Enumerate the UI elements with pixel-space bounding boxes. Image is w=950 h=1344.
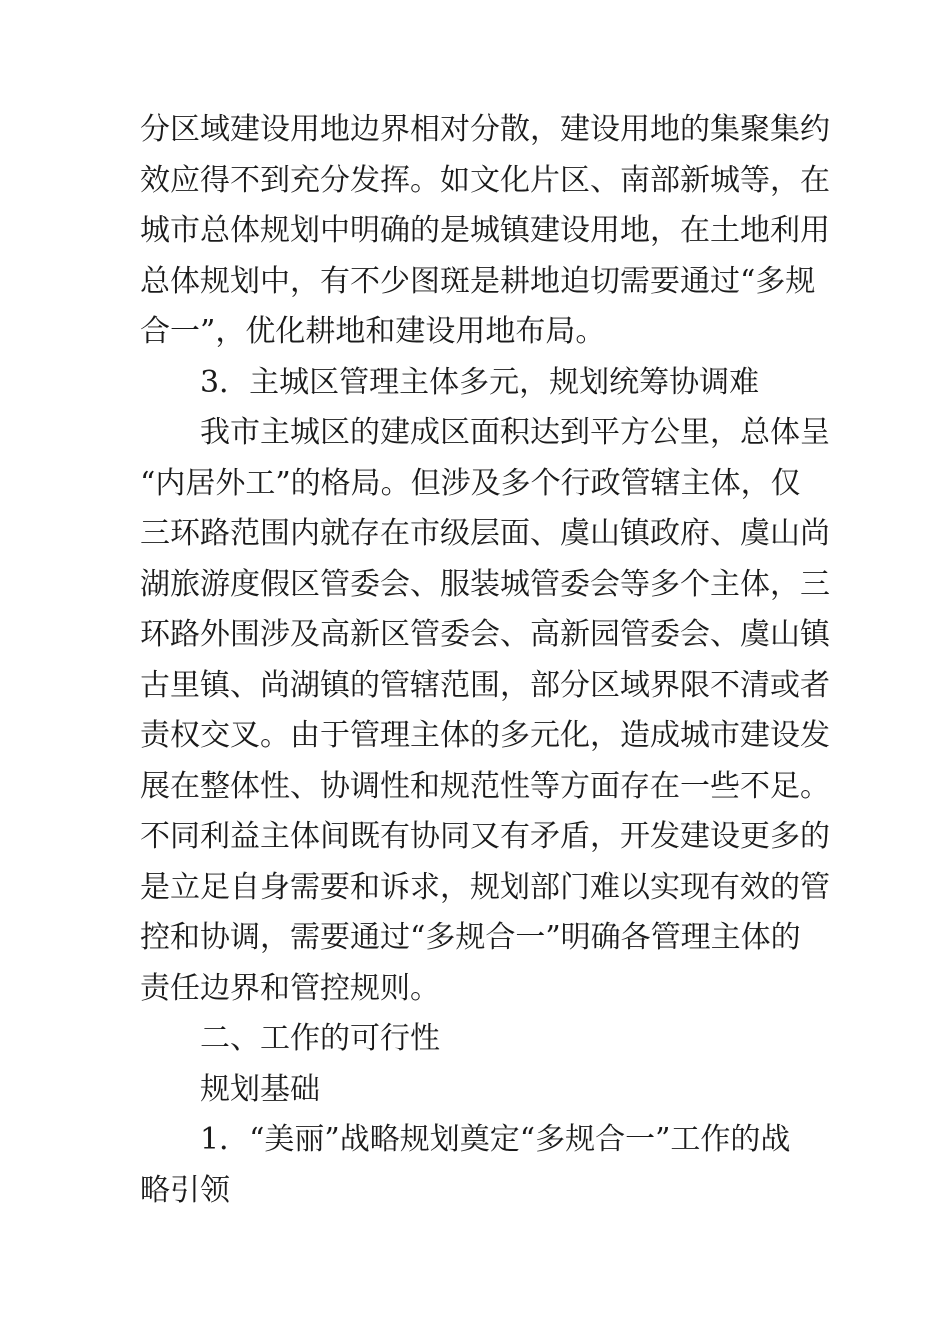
text-line: 责任边界和管控规则。 [140,970,440,1006]
text-line: 责权交叉。由于管理主体的多元化，造成城市建设发 [140,718,830,753]
text-line: 城市总体规划中明确的是城镇建设用地，在土地利用 [140,213,830,248]
document-body [140,105,830,1216]
section-heading: 二、工作的可行性 [200,1021,440,1056]
section-heading: 3．主城区管理主体多元，规划统筹协调难 [200,364,760,400]
subsection-heading: 规划基础 [200,1071,320,1107]
text-line: 古里镇、尚湖镇的管辖范围，部分区域界限不清或者 [140,667,830,703]
text-line: 略引领 [140,1172,230,1208]
text-line: 是立足自身需要和诉求，规划部门难以实现有效的管 [140,869,830,905]
text-line: 总体规划中，有不少图斑是耕地迫切需要通过“多规 [140,263,816,299]
text-line: “内居外工”的格局。但涉及多个行政管辖主体，仅 [140,465,801,501]
text-line: 展在整体性、协调性和规范性等方面存在一些不足。 [140,768,830,804]
text-line: 控和协调，需要通过“多规合一”明确各管理主体的 [140,920,801,955]
text-line: 分区域建设用地边界相对分散，建设用地的集聚集约 [140,112,830,147]
text-line: 效应得不到充分发挥。如文化片区、南部新城等，在 [140,162,830,198]
text-line: 三环路范围内就存在市级层面、虞山镇政府、虞山尚 [140,516,830,551]
text-line: 不同利益主体间既有协同又有矛盾，开发建设更多的 [140,819,830,854]
text-line: 环路外围涉及高新区管委会、高新园管委会、虞山镇 [140,617,830,652]
text-line: 合一”，优化耕地和建设用地布局。 [140,314,606,349]
text-line: 湖旅游度假区管委会、服装城管委会等多个主体，三 [140,566,830,602]
paragraph-start: 我市主城区的建成区面积达到平方公里，总体呈 [200,415,830,450]
item-heading: 1．“美丽”战略规划奠定“多规合一”工作的战 [200,1122,791,1157]
